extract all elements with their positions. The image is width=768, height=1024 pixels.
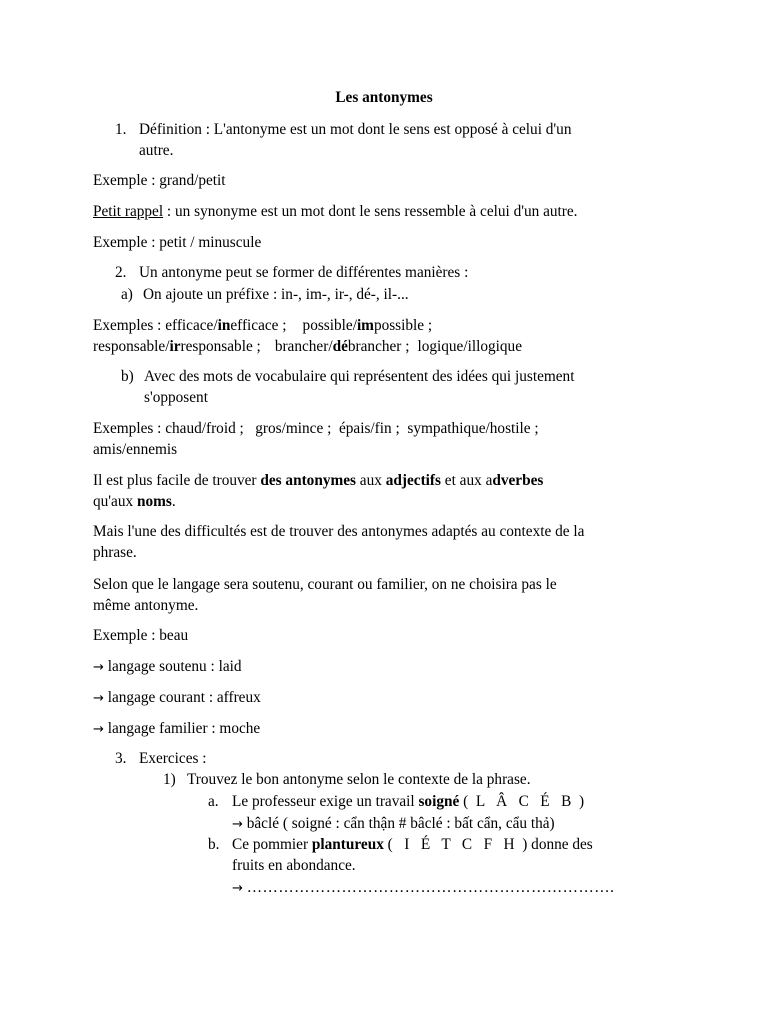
- para-adjectifs-line-2: [93, 492, 176, 512]
- exercise-text: Le professeur exige un travail: [232, 793, 419, 810]
- para-difficultes-line-2: phrase.: [93, 544, 137, 561]
- exercise-text: Ce pommier: [232, 836, 312, 853]
- example-grand-petit: Exemple : grand/petit: [93, 172, 226, 189]
- register-text: langage familier : moche: [107, 720, 261, 737]
- prefix-ex-text: brancher ;: [347, 338, 410, 355]
- section-3-number: 3.: [115, 750, 127, 767]
- rappel-label: Petit rappel: [93, 203, 164, 220]
- answer-text: bâclé ( soigné : cẩn thận # bâclé : bất cẩn, cẩu thả): [246, 815, 555, 832]
- example-petit-minuscule: Exemple : petit / minuscule: [93, 234, 262, 251]
- definition-line-2: autre.: [139, 142, 174, 159]
- section-1-number: 1.: [115, 121, 127, 138]
- vocab-examples-line-1: Exemples : chaud/froid ; gros/mince ; épais/fin ; sympathique/hostile ;: [93, 420, 539, 437]
- exercise-b-sentence: [232, 835, 593, 855]
- para-difficultes-line-1: Mais l'une des difficultés est de trouver des antonymes adaptés au contexte de la: [93, 523, 585, 540]
- exercise-letters: ( L Â C É B ): [459, 793, 585, 810]
- para-adjectifs-line-1: [93, 471, 543, 491]
- vocab-examples-line-2: amis/ennemis: [93, 441, 178, 458]
- exercise-a-marker: a.: [208, 793, 219, 810]
- register-text: langage courant : affreux: [107, 689, 261, 706]
- rappel-paragraph: [93, 202, 578, 222]
- para-text: et aux a: [440, 472, 493, 489]
- arrow-right-icon: →: [232, 881, 243, 896]
- prefix-ex-text: logique/illogique: [417, 338, 522, 355]
- item-b-line-2: s'opposent: [144, 389, 208, 406]
- item-a-text: On ajoute un préfixe : in-, im-, ir-, dé-, il-...: [143, 286, 409, 303]
- para-text: .: [171, 493, 176, 510]
- exercise-b-marker: b.: [208, 836, 220, 853]
- prefix-de: dé: [332, 338, 348, 355]
- para-bold: noms: [136, 493, 172, 510]
- exercise-b-line-2: fruits en abondance.: [232, 857, 356, 874]
- prefix-ir: ir: [169, 338, 181, 355]
- para-langage-line-2: même antonyme.: [93, 597, 199, 614]
- register-soutenu: [93, 657, 242, 678]
- prefix-ex-text: possible ;: [373, 317, 433, 334]
- para-text: Il est plus facile de trouver: [93, 472, 261, 489]
- prefix-ex-text: responsable/: [93, 338, 170, 355]
- para-text: aux: [355, 472, 386, 489]
- para-bold: dverbes: [492, 472, 544, 489]
- prefix-im: im: [356, 317, 374, 334]
- prefix-ex-text: Exemples : efficace/: [93, 317, 218, 334]
- exercise-1-number: 1): [163, 771, 176, 788]
- exercise-1-instruction: Trouvez le bon antonyme selon le contexte de la phrase.: [187, 771, 531, 788]
- prefix-examples-line-2: [93, 337, 522, 357]
- para-bold: adjectifs: [385, 472, 441, 489]
- exercise-b-answer: [232, 878, 614, 899]
- rappel-text: : un synonyme est un mot dont le sens ressemble à celui d'un autre.: [163, 203, 578, 220]
- para-bold: des antonymes: [260, 472, 356, 489]
- definition-line-1: Définition : L'antonyme est un mot dont le sens est opposé à celui d'un: [139, 121, 572, 138]
- exercise-keyword: soigné: [418, 793, 460, 810]
- arrow-right-icon: →: [93, 691, 104, 706]
- section-3-heading: Exercices :: [139, 750, 207, 767]
- item-b-marker: b): [121, 368, 134, 385]
- register-courant: [93, 688, 261, 709]
- item-a-marker: a): [121, 286, 133, 303]
- answer-blank[interactable]: …………………………………………………………….: [246, 879, 615, 896]
- example-beau: Exemple : beau: [93, 627, 189, 644]
- exercise-a-answer: [232, 814, 555, 835]
- para-text: qu'aux: [93, 493, 137, 510]
- exercise-a-sentence: [232, 792, 584, 812]
- register-text: langage soutenu : laid: [107, 658, 242, 675]
- section-2-heading: Un antonyme peut se former de différentes manières :: [139, 264, 469, 281]
- item-b-line-1: Avec des mots de vocabulaire qui représentent des idées qui justement: [144, 368, 575, 385]
- prefix-examples-line-1: [93, 316, 432, 336]
- exercise-letters: ( I É T C F H ) donne des: [383, 836, 593, 853]
- exercise-keyword: plantureux: [311, 836, 384, 853]
- prefix-ex-text: responsable ;: [180, 338, 261, 355]
- arrow-right-icon: →: [232, 817, 243, 832]
- page-title: Les antonymes: [335, 89, 433, 106]
- arrow-right-icon: →: [93, 660, 104, 675]
- arrow-right-icon: →: [93, 722, 104, 737]
- prefix-ex-text: brancher/: [274, 338, 333, 355]
- prefix-ex-text: efficace ;: [230, 317, 287, 334]
- para-langage-line-1: Selon que le langage sera soutenu, courant ou familier, on ne choisira pas le: [93, 576, 557, 593]
- section-2-number: 2.: [115, 264, 127, 281]
- register-familier: [93, 719, 260, 740]
- prefix-in: in: [217, 317, 231, 334]
- prefix-ex-text: possible/: [302, 317, 357, 334]
